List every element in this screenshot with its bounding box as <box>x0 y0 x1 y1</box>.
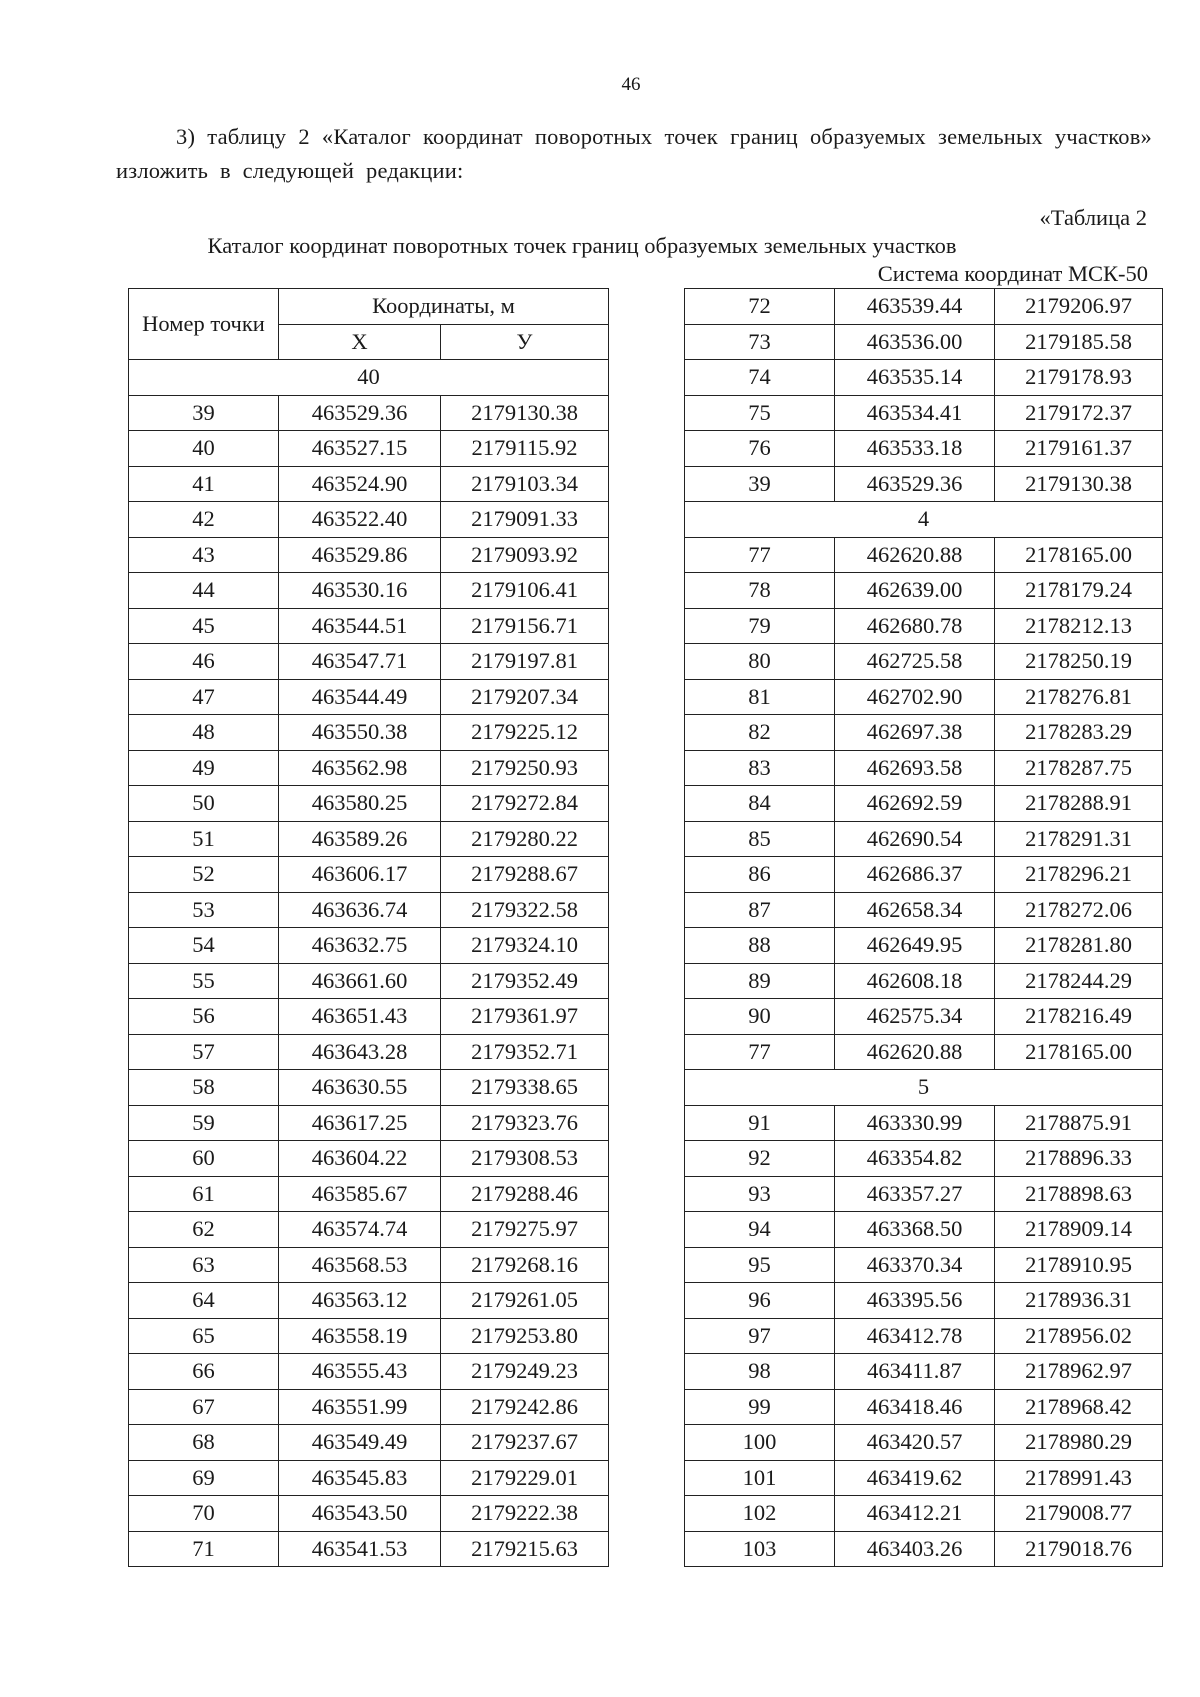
x-coordinate-cell: 463529.36 <box>279 395 441 431</box>
table-row <box>685 537 1163 573</box>
y-coordinate-cell: 2178898.63 <box>995 1176 1163 1212</box>
x-coordinate-cell: 462649.95 <box>835 928 995 964</box>
x-coordinate-cell: 463544.49 <box>279 679 441 715</box>
y-coordinate-cell: 2179280.22 <box>441 821 609 857</box>
table-row <box>685 786 1163 822</box>
table-row <box>129 644 609 680</box>
point-number-cell: 84 <box>685 786 835 822</box>
point-number-cell: 86 <box>685 857 835 893</box>
table-row <box>129 892 609 928</box>
table-row <box>129 1389 609 1425</box>
table-row <box>129 1247 609 1283</box>
point-number-cell: 39 <box>685 466 835 502</box>
x-coordinate-cell: 463617.25 <box>279 1105 441 1141</box>
y-coordinate-cell: 2179093.92 <box>441 537 609 573</box>
x-coordinate-cell: 462658.34 <box>835 892 995 928</box>
point-number-cell: 78 <box>685 573 835 609</box>
table-row <box>129 431 609 467</box>
section-number: 4 <box>685 502 1163 538</box>
x-coordinate-cell: 463420.57 <box>835 1425 995 1461</box>
x-coordinate-cell: 463630.55 <box>279 1070 441 1106</box>
x-coordinate-cell: 463558.19 <box>279 1318 441 1354</box>
table-row <box>685 1247 1163 1283</box>
y-coordinate-cell: 2179308.53 <box>441 1141 609 1177</box>
x-coordinate-cell: 462639.00 <box>835 573 995 609</box>
table-row <box>129 857 609 893</box>
point-number-cell: 98 <box>685 1354 835 1390</box>
table-row <box>685 999 1163 1035</box>
table-row <box>129 715 609 751</box>
x-coordinate-cell: 463549.49 <box>279 1425 441 1461</box>
table-row <box>129 1212 609 1248</box>
x-coordinate-cell: 463357.27 <box>835 1176 995 1212</box>
table-row <box>685 1212 1163 1248</box>
point-number-cell: 103 <box>685 1531 835 1567</box>
point-number-cell: 93 <box>685 1176 835 1212</box>
table-row <box>685 1460 1163 1496</box>
table-row <box>685 1105 1163 1141</box>
y-coordinate-cell: 2179156.71 <box>441 608 609 644</box>
x-coordinate-cell: 463547.71 <box>279 644 441 680</box>
point-number-cell: 88 <box>685 928 835 964</box>
page-number: 46 <box>621 74 641 95</box>
point-number-cell: 55 <box>129 963 279 999</box>
table-row <box>129 963 609 999</box>
point-number-cell: 42 <box>129 502 279 538</box>
point-number-cell: 70 <box>129 1496 279 1532</box>
point-number-cell: 50 <box>129 786 279 822</box>
point-number-cell: 56 <box>129 999 279 1035</box>
x-coordinate-cell: 463606.17 <box>279 857 441 893</box>
table-row <box>685 1425 1163 1461</box>
y-coordinate-cell: 2179207.34 <box>441 679 609 715</box>
x-coordinate-cell: 463550.38 <box>279 715 441 751</box>
table-row <box>129 821 609 857</box>
x-coordinate-cell: 462608.18 <box>835 963 995 999</box>
point-number-cell: 81 <box>685 679 835 715</box>
y-coordinate-cell: 2179275.97 <box>441 1212 609 1248</box>
y-coordinate-cell: 2178244.29 <box>995 963 1163 999</box>
y-coordinate-cell: 2179161.37 <box>995 431 1163 467</box>
table-row <box>129 573 609 609</box>
y-coordinate-cell: 2179130.38 <box>441 395 609 431</box>
header-row <box>129 289 609 325</box>
y-coordinate-cell: 2179178.93 <box>995 360 1163 396</box>
point-number-cell: 60 <box>129 1141 279 1177</box>
y-coordinate-cell: 2179253.80 <box>441 1318 609 1354</box>
header-point-number: Номер точки <box>129 289 279 360</box>
coordinates-table-right <box>684 288 1163 1567</box>
table-row <box>129 1460 609 1496</box>
point-number-cell: 49 <box>129 750 279 786</box>
x-coordinate-cell: 463562.98 <box>279 750 441 786</box>
table-row <box>685 1141 1163 1177</box>
point-number-cell: 72 <box>685 289 835 325</box>
x-coordinate-cell: 463539.44 <box>835 289 995 325</box>
x-coordinate-cell: 462725.58 <box>835 644 995 680</box>
table-row <box>685 928 1163 964</box>
y-coordinate-cell: 2178962.97 <box>995 1354 1163 1390</box>
point-number-cell: 48 <box>129 715 279 751</box>
point-number-cell: 65 <box>129 1318 279 1354</box>
x-coordinate-cell: 462693.58 <box>835 750 995 786</box>
y-coordinate-cell: 2179206.97 <box>995 289 1163 325</box>
x-coordinate-cell: 463545.83 <box>279 1460 441 1496</box>
point-number-cell: 46 <box>129 644 279 680</box>
table-row <box>685 1389 1163 1425</box>
table-row <box>129 1496 609 1532</box>
table-row <box>129 1141 609 1177</box>
x-coordinate-cell: 463574.74 <box>279 1212 441 1248</box>
y-coordinate-cell: 2178165.00 <box>995 1034 1163 1070</box>
table-row <box>685 821 1163 857</box>
y-coordinate-cell: 2178936.31 <box>995 1283 1163 1319</box>
y-coordinate-cell: 2179268.16 <box>441 1247 609 1283</box>
y-coordinate-cell: 2179338.65 <box>441 1070 609 1106</box>
y-coordinate-cell: 2179324.10 <box>441 928 609 964</box>
point-number-cell: 62 <box>129 1212 279 1248</box>
table-row <box>129 502 609 538</box>
table-row <box>685 1318 1163 1354</box>
point-number-cell: 76 <box>685 431 835 467</box>
x-coordinate-cell: 463370.34 <box>835 1247 995 1283</box>
table-row <box>129 1318 609 1354</box>
intro-paragraph: 3) таблицу 2 «Каталог координат поворотных точек границ образуемых земельных участков» изложить в следующей редакции: <box>116 124 1152 183</box>
x-coordinate-cell: 463368.50 <box>835 1212 995 1248</box>
y-coordinate-cell: 2179361.97 <box>441 999 609 1035</box>
y-coordinate-cell: 2179249.23 <box>441 1354 609 1390</box>
point-number-cell: 87 <box>685 892 835 928</box>
table-row <box>129 679 609 715</box>
x-coordinate-cell: 463411.87 <box>835 1354 995 1390</box>
header-y: У <box>441 324 609 360</box>
table-row <box>685 1283 1163 1319</box>
section-row <box>129 360 609 396</box>
x-coordinate-cell: 463527.15 <box>279 431 441 467</box>
y-coordinate-cell: 2179323.76 <box>441 1105 609 1141</box>
y-coordinate-cell: 2179225.12 <box>441 715 609 751</box>
x-coordinate-cell: 463354.82 <box>835 1141 995 1177</box>
table-row <box>129 608 609 644</box>
point-number-cell: 54 <box>129 928 279 964</box>
x-coordinate-cell: 463524.90 <box>279 466 441 502</box>
table-row <box>129 1034 609 1070</box>
x-coordinate-cell: 463534.41 <box>835 395 995 431</box>
point-number-cell: 102 <box>685 1496 835 1532</box>
table-row <box>129 1354 609 1390</box>
y-coordinate-cell: 2178956.02 <box>995 1318 1163 1354</box>
table-row <box>129 1105 609 1141</box>
point-number-cell: 44 <box>129 573 279 609</box>
point-number-cell: 90 <box>685 999 835 1035</box>
x-coordinate-cell: 463643.28 <box>279 1034 441 1070</box>
y-coordinate-cell: 2179215.63 <box>441 1531 609 1567</box>
point-number-cell: 59 <box>129 1105 279 1141</box>
y-coordinate-cell: 2178910.95 <box>995 1247 1163 1283</box>
y-coordinate-cell: 2179352.49 <box>441 963 609 999</box>
x-coordinate-cell: 463529.36 <box>835 466 995 502</box>
point-number-cell: 45 <box>129 608 279 644</box>
table-row <box>129 466 609 502</box>
y-coordinate-cell: 2179222.38 <box>441 1496 609 1532</box>
point-number-cell: 77 <box>685 537 835 573</box>
table-row <box>685 1034 1163 1070</box>
x-coordinate-cell: 463563.12 <box>279 1283 441 1319</box>
point-number-cell: 80 <box>685 644 835 680</box>
x-coordinate-cell: 463551.99 <box>279 1389 441 1425</box>
y-coordinate-cell: 2179352.71 <box>441 1034 609 1070</box>
x-coordinate-cell: 463651.43 <box>279 999 441 1035</box>
section-number: 5 <box>685 1070 1163 1106</box>
y-coordinate-cell: 2179130.38 <box>995 466 1163 502</box>
table-row <box>129 395 609 431</box>
x-coordinate-cell: 463395.56 <box>835 1283 995 1319</box>
table-row <box>685 715 1163 751</box>
table-row <box>129 1425 609 1461</box>
y-coordinate-cell: 2178991.43 <box>995 1460 1163 1496</box>
point-number-cell: 39 <box>129 395 279 431</box>
point-number-cell: 40 <box>129 431 279 467</box>
x-coordinate-cell: 462686.37 <box>835 857 995 893</box>
x-coordinate-cell: 463529.86 <box>279 537 441 573</box>
y-coordinate-cell: 2179103.34 <box>441 466 609 502</box>
x-coordinate-cell: 463418.46 <box>835 1389 995 1425</box>
point-number-cell: 67 <box>129 1389 279 1425</box>
point-number-cell: 61 <box>129 1176 279 1212</box>
point-number-cell: 89 <box>685 963 835 999</box>
y-coordinate-cell: 2179288.67 <box>441 857 609 893</box>
table-row <box>129 1070 609 1106</box>
table-title: Каталог координат поворотных точек границ образуемых земельных участков <box>207 233 957 258</box>
point-number-cell: 73 <box>685 324 835 360</box>
point-number-cell: 91 <box>685 1105 835 1141</box>
table-row <box>685 608 1163 644</box>
table-row <box>685 1531 1163 1567</box>
x-coordinate-cell: 463403.26 <box>835 1531 995 1567</box>
y-coordinate-cell: 2178283.29 <box>995 715 1163 751</box>
table-row <box>685 750 1163 786</box>
table-row <box>685 360 1163 396</box>
x-coordinate-cell: 463543.50 <box>279 1496 441 1532</box>
table-row <box>685 573 1163 609</box>
x-coordinate-cell: 463330.99 <box>835 1105 995 1141</box>
point-number-cell: 79 <box>685 608 835 644</box>
point-number-cell: 47 <box>129 679 279 715</box>
table-row <box>685 289 1163 325</box>
point-number-cell: 94 <box>685 1212 835 1248</box>
x-coordinate-cell: 463536.00 <box>835 324 995 360</box>
point-number-cell: 77 <box>685 1034 835 1070</box>
y-coordinate-cell: 2178179.24 <box>995 573 1163 609</box>
table-row <box>129 1176 609 1212</box>
table-row <box>685 963 1163 999</box>
x-coordinate-cell: 462620.88 <box>835 1034 995 1070</box>
point-number-cell: 43 <box>129 537 279 573</box>
header-coordinates: Координаты, м <box>279 289 609 325</box>
table-row <box>129 1531 609 1567</box>
y-coordinate-cell: 2178212.13 <box>995 608 1163 644</box>
x-coordinate-cell: 463522.40 <box>279 502 441 538</box>
y-coordinate-cell: 2178281.80 <box>995 928 1163 964</box>
x-coordinate-cell: 463541.53 <box>279 1531 441 1567</box>
point-number-cell: 74 <box>685 360 835 396</box>
x-coordinate-cell: 462690.54 <box>835 821 995 857</box>
y-coordinate-cell: 2178909.14 <box>995 1212 1163 1248</box>
table-row <box>685 324 1163 360</box>
x-coordinate-cell: 463544.51 <box>279 608 441 644</box>
y-coordinate-cell: 2179185.58 <box>995 324 1163 360</box>
y-coordinate-cell: 2179288.46 <box>441 1176 609 1212</box>
y-coordinate-cell: 2178276.81 <box>995 679 1163 715</box>
y-coordinate-cell: 2178287.75 <box>995 750 1163 786</box>
y-coordinate-cell: 2178980.29 <box>995 1425 1163 1461</box>
coordinates-table-left <box>128 288 609 1567</box>
x-coordinate-cell: 463535.14 <box>835 360 995 396</box>
point-number-cell: 68 <box>129 1425 279 1461</box>
y-coordinate-cell: 2178216.49 <box>995 999 1163 1035</box>
x-coordinate-cell: 463412.21 <box>835 1496 995 1532</box>
point-number-cell: 83 <box>685 750 835 786</box>
x-coordinate-cell: 463636.74 <box>279 892 441 928</box>
table-row <box>685 395 1163 431</box>
y-coordinate-cell: 2179237.67 <box>441 1425 609 1461</box>
y-coordinate-cell: 2179272.84 <box>441 786 609 822</box>
x-coordinate-cell: 462680.78 <box>835 608 995 644</box>
coordinate-system-label: Система координат МСК-50 <box>877 261 1148 286</box>
y-coordinate-cell: 2178968.42 <box>995 1389 1163 1425</box>
x-coordinate-cell: 463555.43 <box>279 1354 441 1390</box>
y-coordinate-cell: 2178250.19 <box>995 644 1163 680</box>
header-x: X <box>279 324 441 360</box>
table-row <box>685 1354 1163 1390</box>
y-coordinate-cell: 2178296.21 <box>995 857 1163 893</box>
y-coordinate-cell: 2179172.37 <box>995 395 1163 431</box>
y-coordinate-cell: 2179261.05 <box>441 1283 609 1319</box>
table-row <box>685 857 1163 893</box>
y-coordinate-cell: 2179091.33 <box>441 502 609 538</box>
y-coordinate-cell: 2179242.86 <box>441 1389 609 1425</box>
point-number-cell: 100 <box>685 1425 835 1461</box>
y-coordinate-cell: 2179250.93 <box>441 750 609 786</box>
y-coordinate-cell: 2179115.92 <box>441 431 609 467</box>
table-row <box>129 1283 609 1319</box>
y-coordinate-cell: 2178291.31 <box>995 821 1163 857</box>
x-coordinate-cell: 463419.62 <box>835 1460 995 1496</box>
table-row <box>129 537 609 573</box>
y-coordinate-cell: 2179229.01 <box>441 1460 609 1496</box>
section-row <box>685 1070 1163 1106</box>
x-coordinate-cell: 463661.60 <box>279 963 441 999</box>
x-coordinate-cell: 463580.25 <box>279 786 441 822</box>
table-row <box>685 1496 1163 1532</box>
point-number-cell: 63 <box>129 1247 279 1283</box>
y-coordinate-cell: 2179197.81 <box>441 644 609 680</box>
y-coordinate-cell: 2179008.77 <box>995 1496 1163 1532</box>
y-coordinate-cell: 2178165.00 <box>995 537 1163 573</box>
y-coordinate-cell: 2178896.33 <box>995 1141 1163 1177</box>
table-row <box>685 431 1163 467</box>
x-coordinate-cell: 462575.34 <box>835 999 995 1035</box>
x-coordinate-cell: 462697.38 <box>835 715 995 751</box>
x-coordinate-cell: 463412.78 <box>835 1318 995 1354</box>
y-coordinate-cell: 2179018.76 <box>995 1531 1163 1567</box>
point-number-cell: 82 <box>685 715 835 751</box>
x-coordinate-cell: 463632.75 <box>279 928 441 964</box>
point-number-cell: 58 <box>129 1070 279 1106</box>
table-label: «Таблица 2 <box>1039 205 1147 230</box>
point-number-cell: 66 <box>129 1354 279 1390</box>
section-number: 40 <box>129 360 609 396</box>
y-coordinate-cell: 2179106.41 <box>441 573 609 609</box>
point-number-cell: 64 <box>129 1283 279 1319</box>
x-coordinate-cell: 463585.67 <box>279 1176 441 1212</box>
point-number-cell: 85 <box>685 821 835 857</box>
point-number-cell: 69 <box>129 1460 279 1496</box>
table-row <box>685 644 1163 680</box>
point-number-cell: 57 <box>129 1034 279 1070</box>
x-coordinate-cell: 462620.88 <box>835 537 995 573</box>
table-row <box>129 786 609 822</box>
x-coordinate-cell: 463568.53 <box>279 1247 441 1283</box>
x-coordinate-cell: 463589.26 <box>279 821 441 857</box>
point-number-cell: 95 <box>685 1247 835 1283</box>
table-row <box>685 679 1163 715</box>
table-row <box>129 928 609 964</box>
y-coordinate-cell: 2178272.06 <box>995 892 1163 928</box>
table-row <box>129 999 609 1035</box>
x-coordinate-cell: 462702.90 <box>835 679 995 715</box>
table-row <box>685 466 1163 502</box>
y-coordinate-cell: 2178288.91 <box>995 786 1163 822</box>
table-row <box>685 892 1163 928</box>
point-number-cell: 53 <box>129 892 279 928</box>
y-coordinate-cell: 2179322.58 <box>441 892 609 928</box>
point-number-cell: 52 <box>129 857 279 893</box>
x-coordinate-cell: 463604.22 <box>279 1141 441 1177</box>
section-row <box>685 502 1163 538</box>
table-row <box>685 1176 1163 1212</box>
x-coordinate-cell: 463533.18 <box>835 431 995 467</box>
x-coordinate-cell: 463530.16 <box>279 573 441 609</box>
point-number-cell: 97 <box>685 1318 835 1354</box>
x-coordinate-cell: 462692.59 <box>835 786 995 822</box>
point-number-cell: 41 <box>129 466 279 502</box>
point-number-cell: 99 <box>685 1389 835 1425</box>
point-number-cell: 71 <box>129 1531 279 1567</box>
point-number-cell: 96 <box>685 1283 835 1319</box>
y-coordinate-cell: 2178875.91 <box>995 1105 1163 1141</box>
point-number-cell: 51 <box>129 821 279 857</box>
point-number-cell: 92 <box>685 1141 835 1177</box>
table-row <box>129 750 609 786</box>
point-number-cell: 75 <box>685 395 835 431</box>
point-number-cell: 101 <box>685 1460 835 1496</box>
